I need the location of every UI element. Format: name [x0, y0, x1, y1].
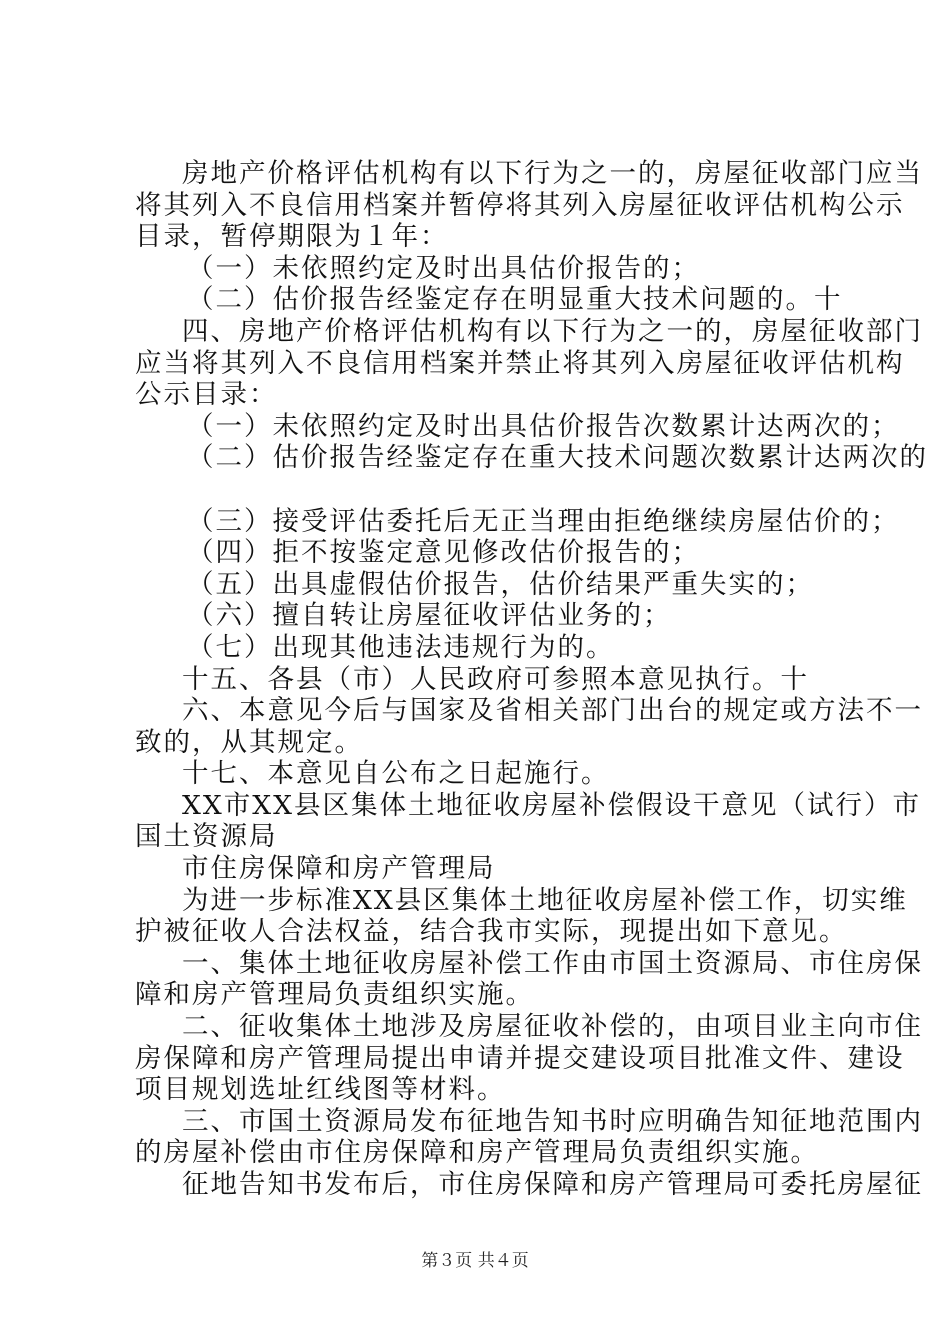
paragraph-line: 公示目录：	[135, 379, 278, 411]
paragraph-line: 致的，从其规定。	[135, 726, 363, 758]
paragraph-line: 一、集体土地征收房屋补偿工作由市国土资源局、市住房保	[182, 947, 923, 979]
paragraph-line: 的房屋补偿由市住房保障和房产管理局负责组织实施。	[135, 1137, 819, 1169]
list-item: （五）出具虚假估价报告，估价结果严重失实的；	[187, 568, 814, 600]
list-item: （四）拒不按鉴定意见修改估价报告的；	[187, 537, 700, 569]
paragraph-line: 征地告知书发布后，市住房保障和房产管理局可委托房屋征	[182, 1169, 923, 1200]
section-title: 国土资源局	[135, 821, 278, 853]
paragraph-line: 六、本意见今后与国家及省相关部门出台的规定或方法不一	[182, 695, 923, 727]
list-item: （一）未依照约定及时出具估价报告的；	[187, 252, 700, 284]
paragraph-line: 目录，暂停期限为１年：	[135, 221, 449, 253]
paragraph-line: 房保障和房产管理局提出申请并提交建设项目批准文件、建设	[135, 1042, 905, 1074]
paragraph-line: 四、房地产价格评估机构有以下行为之一的，房屋征收部门	[182, 315, 923, 347]
paragraph-line: 将其列入不良信用档案并暂停将其列入房屋征收评估机构公示	[135, 189, 905, 221]
paragraph-line: 十五、各县（市）人民政府可参照本意见执行。十	[182, 663, 809, 695]
list-item: （二）估价报告经鉴定存在明显重大技术问题的。十	[187, 284, 843, 316]
issuer-line: 市住房保障和房产管理局	[182, 853, 496, 885]
paragraph-line: 障和房产管理局负责组织实施。	[135, 979, 534, 1011]
paragraph-line: 十七、本意见自公布之日起施行。	[182, 758, 610, 790]
section-title: XX市XX县区集体土地征收房屋补偿假设干意见（试行）市	[182, 789, 921, 821]
page-number: 第３页 共４页	[421, 1251, 529, 1271]
document-body	[135, 158, 928, 1201]
blank-line	[135, 474, 835, 506]
paragraph-line: 护被征收人合法权益，结合我市实际，现提出如下意见。	[135, 916, 848, 948]
paragraph-line: 三、市国土资源局发布征地告知书时应明确告知征地范围内	[182, 1105, 923, 1137]
paragraph-line: 应当将其列入不良信用档案并禁止将其列入房屋征收评估机构	[135, 347, 905, 379]
paragraph-line: 二、征收集体土地涉及房屋征收补偿的，由项目业主向市住	[182, 1011, 923, 1043]
list-item: （七）出现其他违法违规行为的。	[187, 631, 615, 663]
list-item: （六）擅自转让房屋征收评估业务的；	[187, 600, 672, 632]
list-item: （一）未依照约定及时出具估价报告次数累计达两次的；	[187, 410, 900, 442]
list-item: （二）估价报告经鉴定存在重大技术问题次数累计达两次的	[187, 442, 928, 474]
list-item: （三）接受评估委托后无正当理由拒绝继续房屋估价的；	[187, 505, 900, 537]
paragraph-line: 项目规划选址红线图等材料。	[135, 1074, 506, 1106]
paragraph-line: 为进一步标准XX县区集体土地征收房屋补偿工作，切实维	[182, 884, 908, 916]
paragraph-line: 房地产价格评估机构有以下行为之一的，房屋征收部门应当	[182, 158, 923, 189]
